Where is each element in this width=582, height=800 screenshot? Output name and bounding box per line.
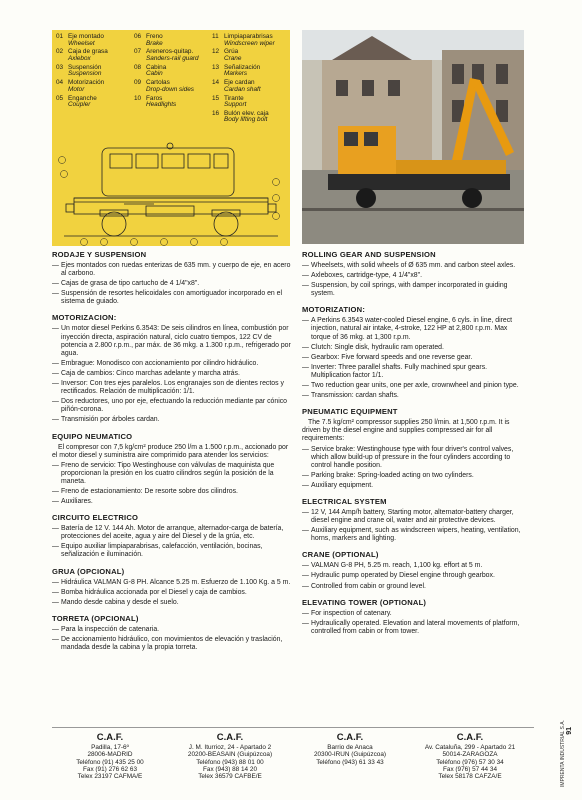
part-item [56,34,130,47]
part-name-en: Markers [224,70,248,78]
part-name-es: Caja de grasa [68,48,108,56]
spec-item: — Axleboxes, cartridge-type, 4 1/4"x8". [302,272,526,280]
address-line: Telex 36579 CAFBE/E [198,773,262,781]
spec-item: — Clutch: Single disk, hydraulic ram operated. [302,344,526,352]
part-name-en: Body lifting bolt [224,116,268,124]
part-number: 09 [134,79,142,87]
section-grua [52,567,292,607]
section-motor [302,305,526,400]
part-name-en: Motor [68,85,85,93]
part-item [212,65,286,78]
spec-item: — Para la inspección de catenaria. [52,626,292,634]
part-number: 04 [56,79,64,87]
part-item [212,80,286,93]
part-name-en: Windscreen wiper [224,39,275,47]
spec-item: — Freno de estacionamiento: De resorte sobre dos cilindros. [52,488,292,496]
section-pneumatic [302,407,526,490]
section-motor [52,313,292,424]
office-address [290,734,410,766]
section-title: PNEUMATIC EQUIPMENT [302,407,398,417]
section-electrical [302,497,526,543]
section-title: TORRETA (OPCIONAL) [52,613,139,623]
section-torreta [52,614,292,652]
part-number: 14 [212,79,220,87]
section-title: ELEVATING TOWER (OPTIONAL) [302,597,427,607]
spec-item: — Dos reductores, uno por eje, efectuando la reducción mediante par cónico piñón-corona. [52,398,292,414]
part-item [134,34,208,47]
part-number: 05 [56,94,64,102]
address-line: Barrio de Anaca [327,744,373,752]
part-item [56,65,130,78]
address-line: Av. Cataluña, 299 - Apartado 21 [424,744,516,752]
section-crane [302,550,526,590]
spec-item: — Auxiliary equipment, such as windscreen wipers, heating, ventilation, horns, markers and lighting. [302,527,526,543]
vehicle-drawing [54,142,288,246]
company-name: C.A.F. [336,732,364,743]
part-name-es: Areneros-quitap. [146,48,194,56]
company-name: C.A.F. [216,732,244,743]
spec-item: — Auxiliary equipment. [302,482,526,490]
part-name-en: Sanders-rail guard [146,54,199,62]
section-intro: El compresor con 7,5 kg/cm² produce 250 l/m a 1.500 r.p.m., accionado por el motor diesel y suministra aire comprimido para atender los servicios: [52,443,289,459]
section-title: RODAJE Y SUSPENSION [52,250,147,259]
address-line: 20200-BEASAIN (Guipúzcoa) [187,751,273,759]
part-number: 13 [212,63,220,71]
part-item [134,49,208,62]
address-line: Fax (976) 57 44 34 [443,765,497,773]
address-line: Teléfono (976) 57 30 34 [436,758,504,766]
section-title: CIRCUITO ELECTRICO [52,513,139,523]
part-name-en: Crane [224,54,242,62]
spec-item: — Freno de servicio: Tipo Westinghouse con válvulas de maquinista que proporcionan la presión en los cuatro cilindros según la posición de la maneta. [52,462,292,486]
spec-item: — Mando desde cabina y desde el suelo. [52,599,292,607]
company-name: C.A.F. [96,732,124,743]
office-address [50,734,170,780]
spec-item: — Un motor diesel Perkins 6.3543: De seis cilindros en línea, combustión por inyección directa, aspiración natural, ciclo cuatro tiempos, 122 CV de potencia a 2.800 r.p.m., par máx. de 36 mkg. a 1.300 r.p.m., refrigerado por agua. [52,325,292,357]
part-number: 11 [212,33,219,40]
spec-item: — Gearbox: Five forward speeds and one reverse gear. [302,354,526,362]
section-title: EQUIPO NEUMATICO [52,431,133,441]
office-address [170,734,290,780]
section-circuito [52,513,292,559]
spec-item: — Auxiliares. [52,498,292,506]
part-item [212,49,286,62]
spec-item: — Wheelsets, with solid wheels of Ø 635 mm. and carbon steel axles. [302,262,526,270]
parts-column [134,34,208,111]
part-number: 01 [56,33,64,40]
spec-item: — Two reduction gear units, one per axle, crownwheel and pinion type. [302,382,526,390]
spec-item: — Inverter: Three parallel shafts. Fully machined spur gears. Multiplication factor 1/1. [302,364,526,380]
spec-item: — Hydraulically operated. Elevation and lateral movements of platform, controlled from cabin or from tower. [302,620,526,636]
spec-item: — For inspection of catenary. [302,610,526,618]
part-item [56,80,130,93]
part-item [56,96,130,109]
address-line: Teléfono (943) 61 33 43 [316,758,384,766]
spec-item: — Hidráulica VALMAN G-8 PH. Alcance 5.25 m. Esfuerzo de 1.100 Kg. a 5 m. [52,579,292,587]
part-name-es: Eje cardan [224,79,255,87]
part-name-es: Suspensión [68,63,102,71]
parts-legend [56,34,288,130]
section-tower [302,598,526,636]
address-line: 28006-MADRID [87,751,133,759]
part-name-en: Drop-down sides [146,85,194,93]
spec-item: — VALMAN G-8 PH, 5.25 m. reach, 1,100 kg. effort at 5 m. [302,562,526,570]
address-line: Telex 23197 CAFMA/E [77,773,143,781]
part-name-en: Cardan shaft [224,85,261,93]
section-title: GRUA (OPCIONAL) [52,566,125,576]
parts-column [212,34,286,126]
address-line: 20300-IRUN (Guipúzcoa) [313,751,387,759]
address-line: J. M. Iturrioz, 24 - Apartado 2 [188,744,272,752]
vehicle-photo [302,30,524,244]
spec-item: — Inversor: Con tres ejes paralelos. Los engranajes son de dientes rectos y rectificados. Relación de multiplicación: 1/1. [52,380,292,396]
part-number: 10 [134,94,142,102]
spec-item: — Transmisión por árboles cardan. [52,416,292,424]
office-address [410,734,530,780]
footer-addresses [52,727,534,794]
part-name-es: Motorización [68,79,105,87]
spec-item: — A Perkins 6.3543 water-cooled Diesel engine, 6 cyls. in line, direct injection, natural air intake, 4-stroke, 122 HP at 2,800 r.p.m. Max torque of 36 mkg. at 1,300 r.p.m. [302,317,526,341]
part-name-en: Suspension [68,70,102,78]
part-name-es: Limpiaparabrisas [224,33,273,40]
part-item [134,96,208,109]
spec-item: — Service brake: Westinghouse type with four driver's control valves, which allow build-up of pressure in the four cylinders according to control handle position. [302,446,526,470]
address-line: Teléfono (91) 435 25 00 [76,758,144,766]
part-number: 15 [212,94,220,102]
spec-item: — 12 V, 144 Amp/h battery, Starting motor, alternator-battery charger, diesel engine and crane oil, water and air protective devices. [302,509,526,525]
page-code: 91 [566,727,573,735]
address-line: 50014-ZARAGOZA [442,751,498,759]
spec-item: — Cajas de grasa de tipo cartucho de 4 1/4"x8". [52,280,292,288]
part-item [212,96,286,109]
spec-item: — Caja de cambios: Cinco marchas adelante y marcha atrás. [52,370,292,378]
spec-item: — Hydraulic pump operated by Diesel engine through gearbox. [302,572,526,580]
top-section [0,0,582,246]
part-name-en: Support [224,101,247,109]
spec-item: — De accionamiento hidráulico, con movimientos de elevación y traslación, mandada desde la cabina y la propia torreta. [52,636,292,652]
english-column [302,250,526,643]
spec-item: — Equipo auxiliar limpiaparabrisas, calefacción, ventilación, bocinas, señalización e iluminación. [52,543,292,559]
company-name: C.A.F. [456,732,484,743]
spec-item: — Batería de 12 V. 144 Ah. Motor de arranque, alternador-carga de batería, protecciones del aceite, agua y aire del Diesel y de la grúa, etc. [52,525,292,541]
part-name-es: Freno [146,33,163,40]
section-equipo [52,432,292,507]
part-item [212,111,286,124]
spec-item: — Suspension, by coil springs, with damper incorporated in guiding system. [302,282,526,298]
spec-item: — Embrague: Monodisco con accionamiento por cilindro hidráulico. [52,360,292,368]
spec-item: — Transmission: cardan shafts. [302,392,526,400]
part-item [56,49,130,62]
part-name-es: Señalización [224,63,261,71]
part-name-es: Grúa [224,48,239,56]
parts-column [56,34,130,111]
part-name-es: Cabina [146,63,167,71]
part-name-es: Enganche [68,94,97,102]
section-intro: The 7.5 kg/cm² compressor supplies 250 l/min. at 1,500 r.p.m. It is driven by the diesel engine and supplies compressed air for all requirements: [302,419,510,443]
section-title: ROLLING GEAR AND SUSPENSION [302,250,436,259]
parts-panel [52,30,290,246]
section-rolling [302,250,526,298]
part-name-en: Brake [146,39,163,47]
part-number: 12 [212,48,220,56]
spec-item: — Suspensión de resortes helicoidales con amortiguador incorporado en el sistema de guiado. [52,290,292,306]
section-rodaje [52,250,292,306]
part-name-en: Headlights [146,101,177,109]
part-number: 02 [56,48,64,56]
part-item [134,65,208,78]
spec-item: — Ejes montados con ruedas enterizas de 635 mm. y cuerpo de eje, en acero al carbono. [52,262,292,278]
address-line: Fax (943) 88 14 20 [203,765,257,773]
part-number: 08 [134,63,142,71]
part-name-en: Cabin [146,70,163,78]
part-number: 16 [212,109,220,117]
part-number: 03 [56,63,64,71]
part-item [134,80,208,93]
section-title: CRANE (OPTIONAL) [302,550,379,560]
address-line: Fax (91) 276 62 63 [83,765,137,773]
part-number: 06 [134,33,142,40]
address-line: Padilla, 17-6º [91,744,129,752]
address-line: Teléfono (943) 88 01 00 [196,758,264,766]
spanish-column [52,250,292,659]
address-line: Telex 58178 CAFZA/E [438,773,502,781]
spec-item: — Bomba hidráulica accionada por el Diesel y caja de cambios. [52,589,292,597]
section-title: ELECTRICAL SYSTEM [302,496,387,506]
spec-item: — Parking brake: Spring-loaded acting on two cylinders. [302,472,526,480]
part-name-en: Wheelset [68,39,95,47]
part-name-es: Tirante [224,94,244,102]
part-name-es: Faros [146,94,163,102]
part-name-en: Coupler [68,101,91,109]
printer-credit: IMPRENTA INDUSTRIAL S.A. [560,720,566,787]
spec-item: — Controlled from cabin or ground level. [302,583,526,591]
section-title: MOTORIZACION: [52,313,117,323]
part-name-es: Bulón elev. caja [224,109,269,117]
part-name-en: Axlebox [68,54,91,62]
part-item [212,34,286,47]
section-title: MOTORIZATION: [302,305,366,315]
part-name-es: Cartolas [146,79,170,87]
part-name-es: Eje montado [68,33,104,40]
part-number: 07 [134,48,142,56]
